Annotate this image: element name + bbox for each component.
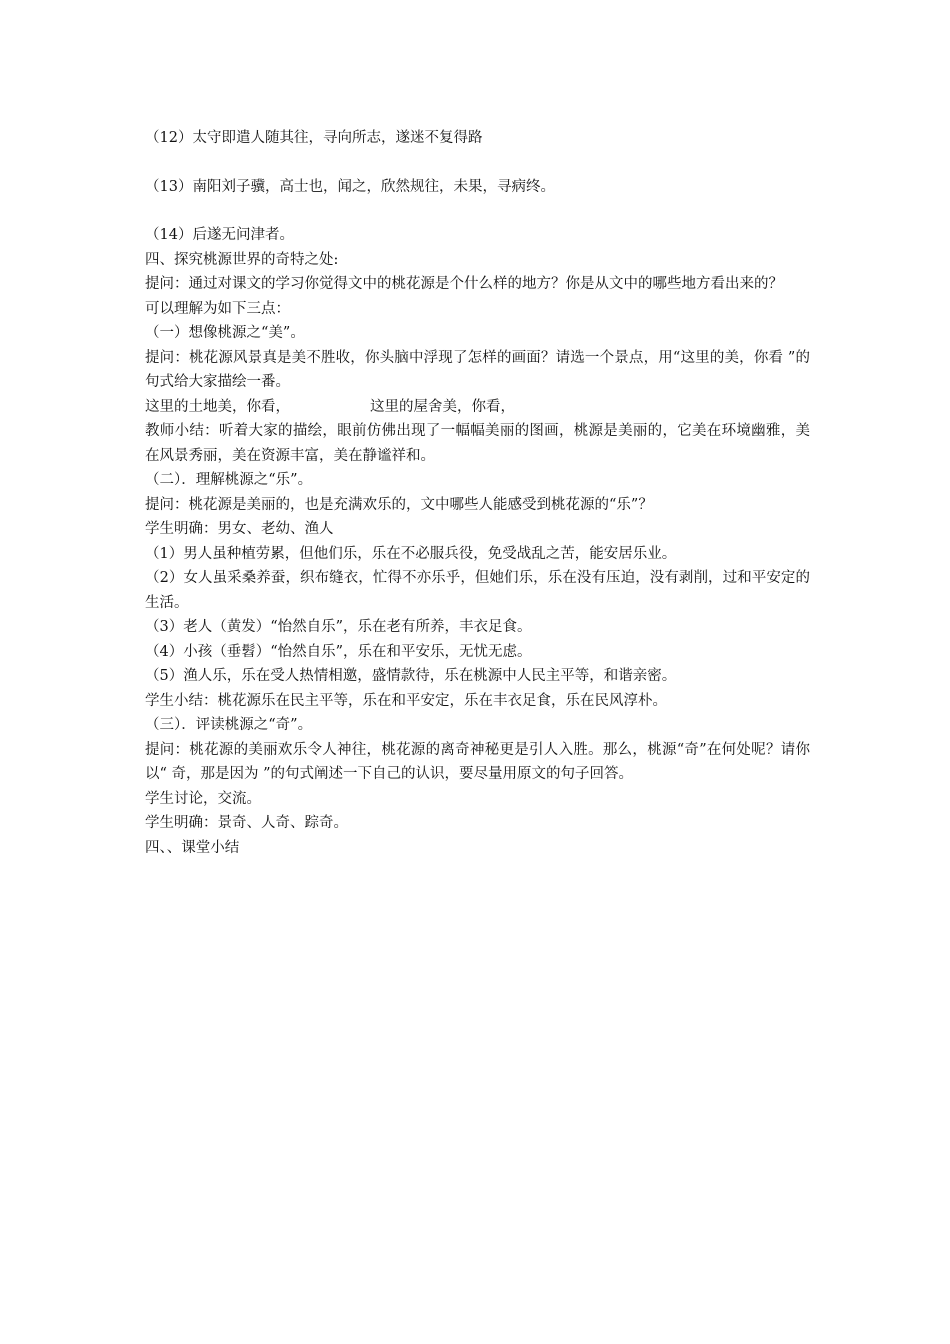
wonder-question: 提问：桃花源的美丽欢乐令人神往，桃花源的离奇神秘更是引人入胜。那么，桃源“奇”在何处呢？请你以“ 奇，那是因为 ”的句式阐述一下自己的认识，要尽量用原文的句子回答。 bbox=[145, 741, 810, 782]
class-summary-heading: 四、、课堂小结 bbox=[145, 839, 240, 856]
joy-item-4: （4）小孩（垂髫）“怡然自乐”，乐在和平安乐，无忧无虑。 bbox=[145, 643, 532, 660]
beauty-question: 提问：桃花源风景真是美不胜收，你头脑中浮现了怎样的画面？请选一个景点，用“这里的美，你看 ”的句式给大家描绘一番。 bbox=[145, 349, 810, 390]
paragraph-item-12: （12）太守即遣人随其往，寻向所志，遂迷不复得路 bbox=[145, 130, 483, 146]
subheading-wonder: （三）．评读桃源之“奇”。 bbox=[145, 717, 313, 733]
paragraph-item-14: （14）后遂无问津者。 bbox=[145, 227, 294, 243]
wonder-answer: 学生明确：景奇、人奇、踪奇。 bbox=[145, 815, 348, 831]
document-body bbox=[145, 126, 810, 860]
joy-answer: 学生明确：男女、老幼、渔人 bbox=[145, 521, 334, 537]
summary-intro: 可以理解为如下三点： bbox=[145, 300, 290, 317]
subheading-joy: （二）．理解桃源之“乐”。 bbox=[145, 472, 313, 488]
student-summary: 学生小结：桃花源乐在民主平等，乐在和平安定，乐在丰衣足食，乐在民风淳朴。 bbox=[145, 692, 667, 709]
joy-item-1: （1）男人虽种植劳累，但他们乐，乐在不必服兵役，免受战乱之苦，能安居乐业。 bbox=[145, 545, 677, 562]
subheading-beauty: （一）想像桃源之“美”。 bbox=[145, 325, 305, 341]
section-heading-explore: 四、探究桃源世界的奇特之处: bbox=[145, 251, 339, 268]
joy-item-5: （5）渔人乐，乐在受人热情相邀，盛情款待，乐在桃源中人民主平等，和谐亲密。 bbox=[145, 668, 677, 684]
fill-in-land: 这里的土地美，你看， bbox=[145, 398, 290, 415]
joy-question: 提问：桃花源是美丽的，也是充满欢乐的，文中哪些人能感受到桃花源的“乐”？ bbox=[145, 496, 653, 513]
student-discussion: 学生讨论，交流。 bbox=[145, 790, 261, 807]
paragraph-item-13: （13）南阳刘子骥，高士也，闻之，欣然规往，未果，寻病终。 bbox=[145, 178, 555, 195]
fill-in-line bbox=[145, 395, 810, 420]
joy-item-3: （3）老人（黄发）“怡然自乐”，乐在老有所养，丰衣足食。 bbox=[145, 619, 532, 635]
joy-item-2: （2）女人虽采桑养蚕，织布缝衣，忙得不亦乐乎，但她们乐，乐在没有压迫，没有剥削，过和平安定的生活。 bbox=[145, 570, 810, 611]
teacher-summary: 教师小结：听着大家的描绘，眼前仿佛出现了一幅幅美丽的图画，桃源是美丽的，它美在环境幽雅，美在风景秀丽，美在资源丰富，美在静谧祥和。 bbox=[145, 423, 810, 464]
fill-in-houses: 这里的屋舍美，你看， bbox=[370, 398, 515, 415]
question-paragraph: 提问：通过对课文的学习你觉得文中的桃花源是个什么样的地方？你是从文中的哪些地方看出来的？ bbox=[145, 276, 783, 292]
